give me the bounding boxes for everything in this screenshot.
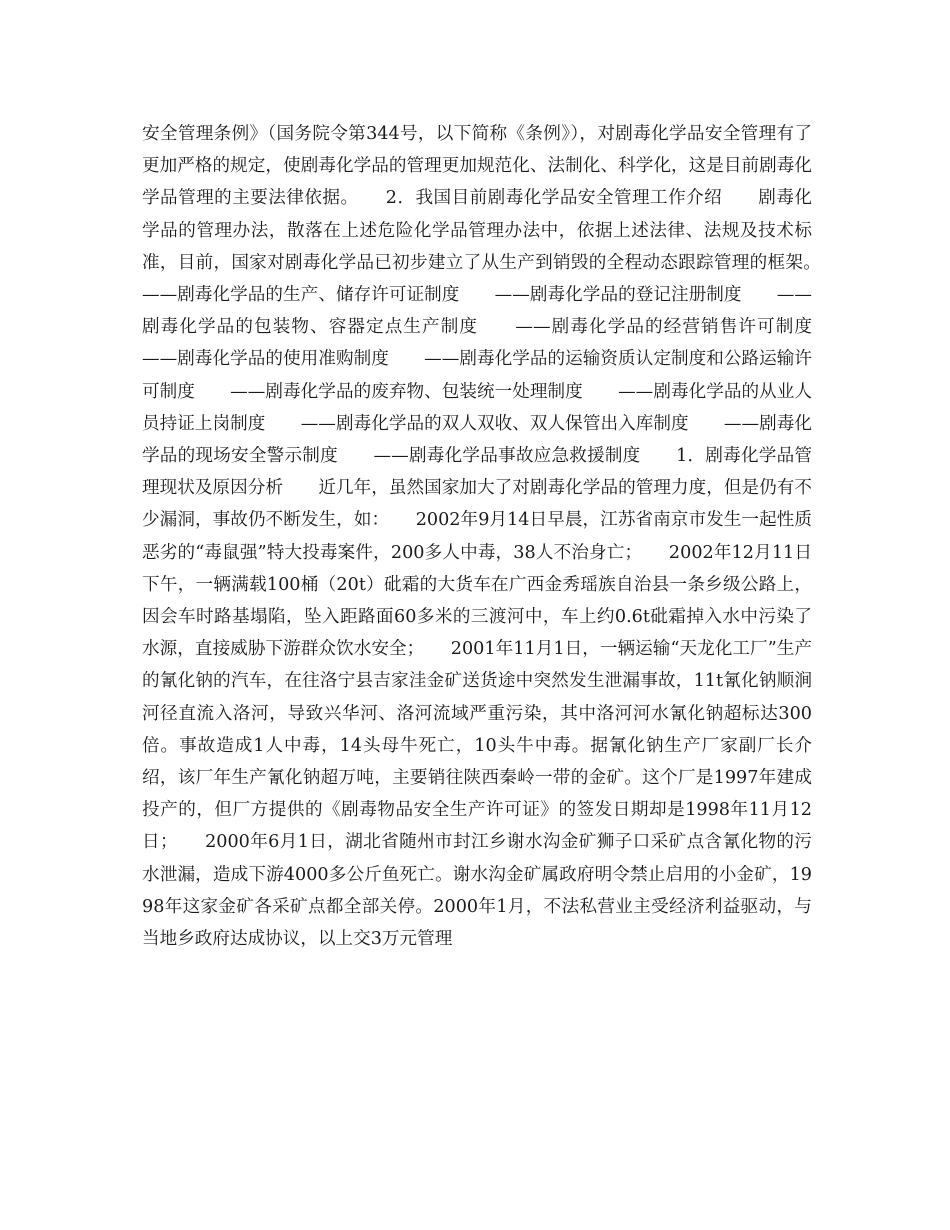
body-paragraph: 安全管理条例》（国务院令第344号，以下简称《条例》），对剧毒化学品安全管理有了更加严格的规定，使剧毒化学品的管理更加规范化、法制化、科学化，这是目前剧毒化学品管理的主要法律依据。 2．我国目前剧毒化学品安全管理工作介绍 剧毒化学品的管理办法，散落在上述危险化学品管理办法中，依据上述法律、法规及技术标准，目前，国家对剧毒化学品已初步建立了从生产到销毁的全程动态跟踪管理的框架。 ——剧毒化学品的生产、储存许可证制度 ——剧毒化学品的登记注册制度 ——剧毒化学品的包装物、容器定点生产制度 ——剧毒化学品的经营销售许可制度 ——剧毒化学品的使用准购制度 ——剧毒化学品的运输资质认定制度和公路运输许可制度 ——剧毒化学品的废弃物、包装统一处理制度 ——剧毒化学品的从业人员持证上岗制度 ——剧毒化学品的双人双收、双人保管出入库制度 ——剧毒化学品的现场安全警示制度 ——剧毒化学品事故应急救援制度 1．剧毒化学品管理现状及原因分析 近几年，虽然国家加大了对剧毒化学品的管理力度，但是仍有不少漏洞，事故仍不断发生，如： 2002年9月14日早晨，江苏省南京市发生一起性质恶劣的“毒鼠强”特大投毒案件，200多人中毒，38人不治身亡； 2002年12月11日下午，一辆满载100桶（20t）砒霜的大货车在广西金秀瑶族自治县一条乡级公路上，因会车时路基塌陷，坠入距路面60多米的三渡河中，车上约0.6t砒霜掉入水中污染了水源，直接威胁下游群众饮水安全； 2001年11月1日，一辆运输“天龙化工厂”生产的氰化钠的汽车，在往洛宁县吉家洼金矿送货途中突然发生泄漏事故，11t氰化钠顺涧河径直流入洛河，导致兴华河、洛河流域严重污染，其中洛河河水氰化钠超标达300倍。事故造成1人中毒，14头母牛死亡，10头牛中毒。据氰化钠生产厂家副厂长介绍，该厂年生产氰化钠超万吨，主要销往陕西秦岭一带的金矿。这个厂是1997年建成投产的，但厂方提供的《剧毒物品安全生产许可证》的签发日期却是1998年11月12日； 2000年6月1日，湖北省随州市封江乡谢水沟金矿狮子口采矿点含氰化物的污水泄漏，造成下游4000多公斤鱼死亡。谢水沟金矿属政府明令禁止启用的小金矿，1998年这家金矿各采矿点都全部关停。2000年1月，不法私营业主受经济利益驱动，与当地乡政府达成协议，以上交3万元管理 bbox=[142, 124, 848, 950]
